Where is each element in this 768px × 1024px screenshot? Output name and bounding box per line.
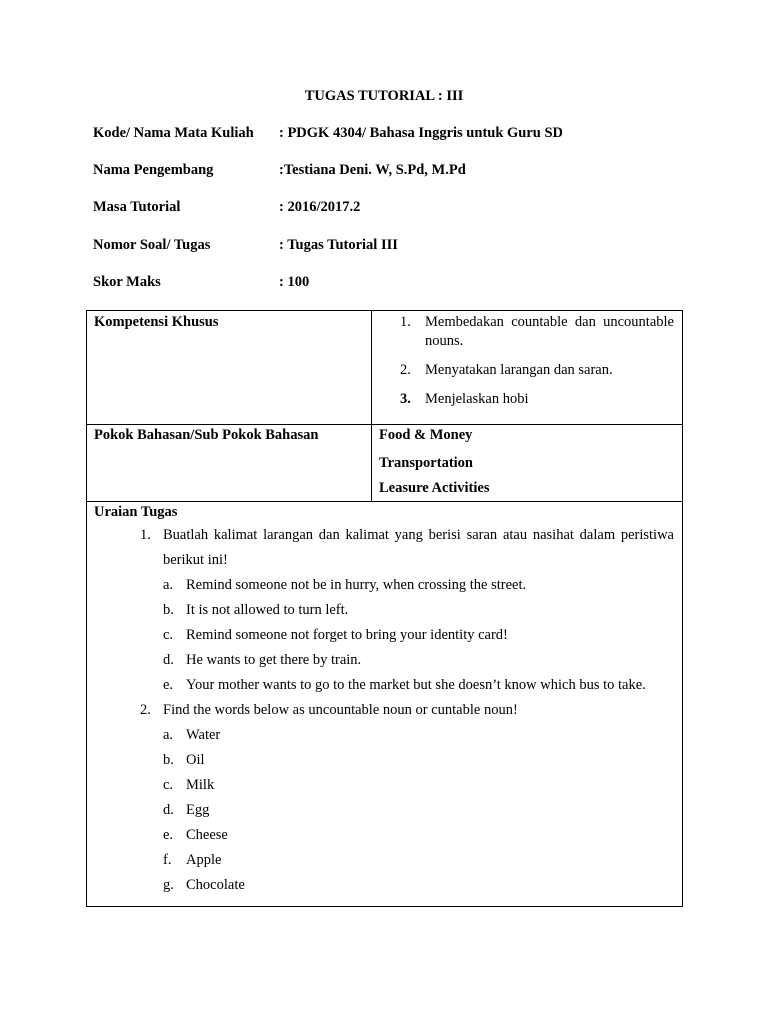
sub-text: Your mother wants to go to the market but she doesn’t know which bus to take.: [186, 677, 646, 693]
info-value: :Testiana Deni. W, S.Pd, M.Pd: [279, 162, 466, 178]
task-item: [94, 698, 674, 723]
sub-text: Oil: [186, 752, 205, 768]
topic-item: Leasure Activities: [379, 480, 490, 496]
list-number: 3.: [400, 391, 411, 407]
sub-letter: e.: [163, 677, 174, 693]
sub-text: Cheese: [186, 827, 228, 843]
sub-letter: d.: [163, 652, 174, 668]
sub-item: [94, 623, 674, 648]
info-value: : Tugas Tutorial III: [279, 237, 398, 253]
sub-text: Milk: [186, 777, 215, 793]
topic-list-cell: [372, 425, 683, 502]
sub-item: [94, 598, 674, 623]
description-row: [87, 502, 683, 907]
sub-item: [94, 773, 674, 798]
sub-text: Remind someone not be in hurry, when crossing the street.: [186, 577, 527, 593]
sub-item: [94, 798, 674, 823]
task-text: Buatlah kalimat larangan dan kalimat yang berisi saran atau nasihat dalam peristiwa berikut ini!: [163, 527, 674, 568]
competency-list-cell: [372, 311, 683, 425]
topic-row: [87, 425, 683, 502]
sub-text: Apple: [186, 852, 222, 868]
sub-letter: b.: [163, 752, 174, 768]
topic-label: Pokok Bahasan/Sub Pokok Bahasan: [94, 427, 319, 443]
competency-text: Membedakan countable dan uncountable nouns.: [425, 314, 674, 349]
sub-letter: a.: [163, 727, 174, 743]
info-value: : PDGK 4304/ Bahasa Inggris untuk Guru SD: [279, 125, 564, 141]
sub-letter: e.: [163, 827, 174, 843]
task-number: 1.: [140, 527, 151, 543]
sub-item: [94, 848, 674, 873]
sub-item: [94, 648, 674, 673]
sub-letter: c.: [163, 627, 174, 643]
task-item: [94, 523, 674, 573]
list-text: Menjelaskan hobi: [425, 391, 529, 407]
topic-label-cell: [87, 425, 372, 502]
topic-list: [372, 426, 682, 501]
sub-text: It is not allowed to turn left.: [186, 602, 349, 618]
sub-item: [94, 873, 674, 898]
info-label: Skor Maks: [93, 274, 161, 290]
list-item: [372, 390, 674, 409]
sub-text: Water: [186, 727, 221, 743]
list-number: 1.: [400, 314, 411, 330]
info-label: Nama Pengembang: [93, 162, 214, 178]
sub-text: Chocolate: [186, 877, 245, 893]
sub-letter: b.: [163, 602, 174, 618]
info-label: Kode/ Nama Mata Kuliah: [93, 125, 254, 141]
task-number: 2.: [140, 702, 151, 718]
document-title: TUGAS TUTORIAL : III: [304, 88, 464, 104]
description-label: Uraian Tugas: [94, 504, 178, 520]
list-number: 2.: [400, 362, 411, 378]
sub-letter: g.: [163, 877, 174, 893]
list-item: [372, 313, 674, 351]
info-value: : 100: [279, 274, 310, 290]
sub-item: [94, 723, 674, 748]
list-text: [425, 313, 674, 351]
sub-letter: c.: [163, 777, 174, 793]
info-row-period: [93, 199, 693, 219]
list-item: [372, 361, 674, 380]
task-table: [86, 310, 683, 907]
competency-row: [87, 311, 683, 425]
sub-item: [94, 748, 674, 773]
sub-letter: a.: [163, 577, 174, 593]
competency-list: [372, 311, 682, 415]
description-cell: [87, 502, 683, 907]
info-row-developer: [93, 162, 693, 182]
sub-item: [94, 823, 674, 848]
task-list: [87, 502, 682, 906]
competency-label: Kompetensi Khusus: [94, 314, 219, 330]
list-text: Menyatakan larangan dan saran.: [425, 362, 613, 378]
info-value: : 2016/2017.2: [279, 199, 361, 215]
info-row-course: [93, 125, 693, 145]
info-row-task-number: [93, 237, 693, 257]
topic-item: Transportation: [379, 455, 473, 471]
sub-text: Egg: [186, 802, 210, 818]
topic-item: Food & Money: [379, 427, 473, 443]
sub-item: [94, 573, 674, 598]
task-text: Find the words below as uncountable noun or cuntable noun!: [163, 702, 518, 718]
sub-letter: d.: [163, 802, 174, 818]
info-label: Masa Tutorial: [93, 199, 181, 215]
cell-bottom-spacer: [94, 898, 674, 906]
competency-label-cell: [87, 311, 372, 425]
sub-item: [94, 673, 674, 698]
sub-text: He wants to get there by train.: [186, 652, 362, 668]
info-label: Nomor Soal/ Tugas: [93, 237, 211, 253]
info-row-max-score: [93, 274, 693, 294]
sub-text: Remind someone not forget to bring your identity card!: [186, 627, 508, 643]
sub-letter: f.: [163, 852, 172, 868]
